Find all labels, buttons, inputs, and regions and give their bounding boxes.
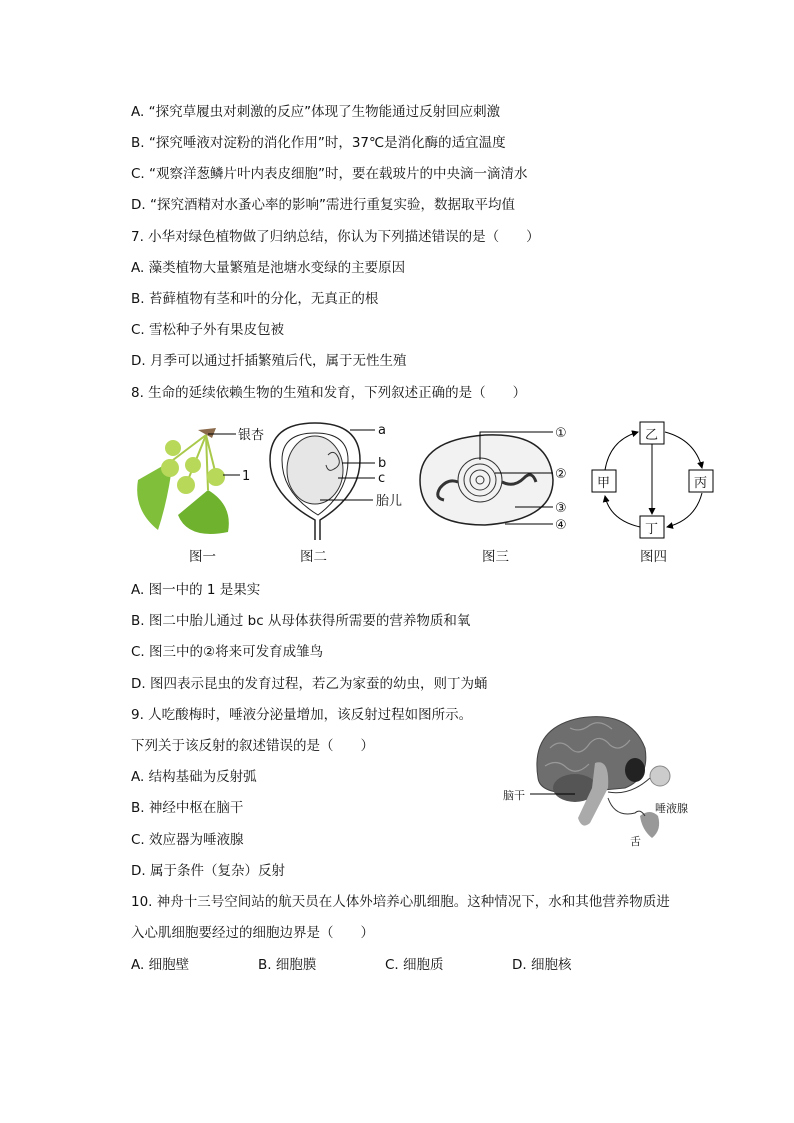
- fig1-caption: 图一: [189, 549, 216, 565]
- q9-stem-line1: 9. 人吃酸梅时，唾液分泌量增加，该反射过程如图所示。: [131, 707, 473, 723]
- fig3-label-3: ③: [555, 501, 567, 516]
- figure-brain-reflex: [500, 708, 700, 853]
- brain-label-salivary-gland: 唾液腺: [655, 802, 688, 815]
- fig2-label-b: b: [378, 456, 387, 471]
- fig4-caption: 图四: [640, 549, 667, 565]
- q6-option-d: D. “探究酒精对水蚤心率的影响”需进行重复实验，数据取平均值: [131, 197, 515, 213]
- q8-option-d: D. 图四表示昆虫的发育过程，若乙为家蚕的幼虫，则丁为蛹: [131, 676, 488, 692]
- q10-stem-line1: 10. 神舟十三号空间站的航天员在人体外培养心肌细胞。这种情况下，水和其他营养物质进: [131, 894, 670, 910]
- q10-option-c: C. 细胞质: [385, 957, 444, 973]
- q9-option-b: B. 神经中枢在脑干: [131, 800, 244, 816]
- fig1-label-ginkgo: 银杏: [238, 428, 265, 443]
- q8-option-c: C. 图三中的②将来可发育成雏鸟: [131, 644, 324, 660]
- q6-option-a: A. “探究草履虫对刺激的反应”体现了生物能通过反射回应刺激: [131, 104, 501, 120]
- q7-option-a: A. 藻类植物大量繁殖是池塘水变绿的主要原因: [131, 260, 406, 276]
- fig1-label-1: 1: [242, 469, 251, 484]
- brain-label-tongue: 舌: [630, 835, 641, 848]
- fig2-label-a: a: [378, 423, 386, 438]
- fig2-label-c: c: [378, 471, 386, 486]
- fig2-label-fetus: 胎儿: [376, 494, 403, 509]
- fig3-caption: 图三: [482, 549, 509, 565]
- fig3-label-1: ①: [555, 426, 567, 441]
- figure-1-ginkgo: [128, 420, 278, 540]
- fig4-node-ding: 丁: [645, 522, 659, 537]
- figure-4-cycle: [585, 418, 720, 543]
- q7-option-d: D. 月季可以通过扦插繁殖后代，属于无性生殖: [131, 353, 407, 369]
- q8-option-a: A. 图一中的 1 是果实: [131, 582, 261, 598]
- q8-stem: 8. 生命的延续依赖生物的生殖和发育，下列叙述正确的是（ ）: [131, 385, 527, 401]
- q10-stem-line2: 入心肌细胞要经过的细胞边界是（ ）: [131, 925, 374, 941]
- q6-option-c: C. “观察洋葱鳞片叶内表皮细胞”时，要在载玻片的中央滴一滴清水: [131, 166, 528, 182]
- fig3-label-2: ②: [555, 467, 567, 482]
- fig4-node-jia: 甲: [597, 476, 611, 491]
- q6-option-b: B. “探究唾液对淀粉的消化作用”时，37℃是消化酶的适宜温度: [131, 135, 506, 151]
- q9-option-c: C. 效应器为唾液腺: [131, 832, 244, 848]
- q10-options: [131, 956, 639, 974]
- q10-option-d: D. 细胞核: [512, 957, 572, 973]
- figure-3-egg: [415, 420, 575, 535]
- q7-option-b: B. 苔藓植物有茎和叶的分化，无真正的根: [131, 291, 379, 307]
- fig2-caption: 图二: [300, 549, 327, 565]
- q9-stem-line2: 下列关于该反射的叙述错误的是（ ）: [131, 738, 374, 754]
- q7-option-c: C. 雪松种子外有果皮包被: [131, 322, 285, 338]
- q10-option-a: A. 细胞壁: [131, 957, 190, 973]
- q9-option-d: D. 属于条件（复杂）反射: [131, 863, 285, 879]
- q8-option-b: B. 图二中胎儿通过 bc 从母体获得所需要的营养物质和氧: [131, 613, 471, 629]
- figure-2-uterus: [260, 415, 410, 545]
- q9-option-a: A. 结构基础为反射弧: [131, 769, 257, 785]
- q7-stem: 7. 小华对绿色植物做了归纳总结，你认为下列描述错误的是（ ）: [131, 229, 540, 245]
- brain-label-brainstem: 脑干: [503, 789, 525, 802]
- q10-option-b: B. 细胞膜: [258, 957, 317, 973]
- fig4-node-bing: 丙: [694, 476, 708, 491]
- fig4-node-yi: 乙: [645, 428, 659, 443]
- fig3-label-4: ④: [555, 518, 567, 533]
